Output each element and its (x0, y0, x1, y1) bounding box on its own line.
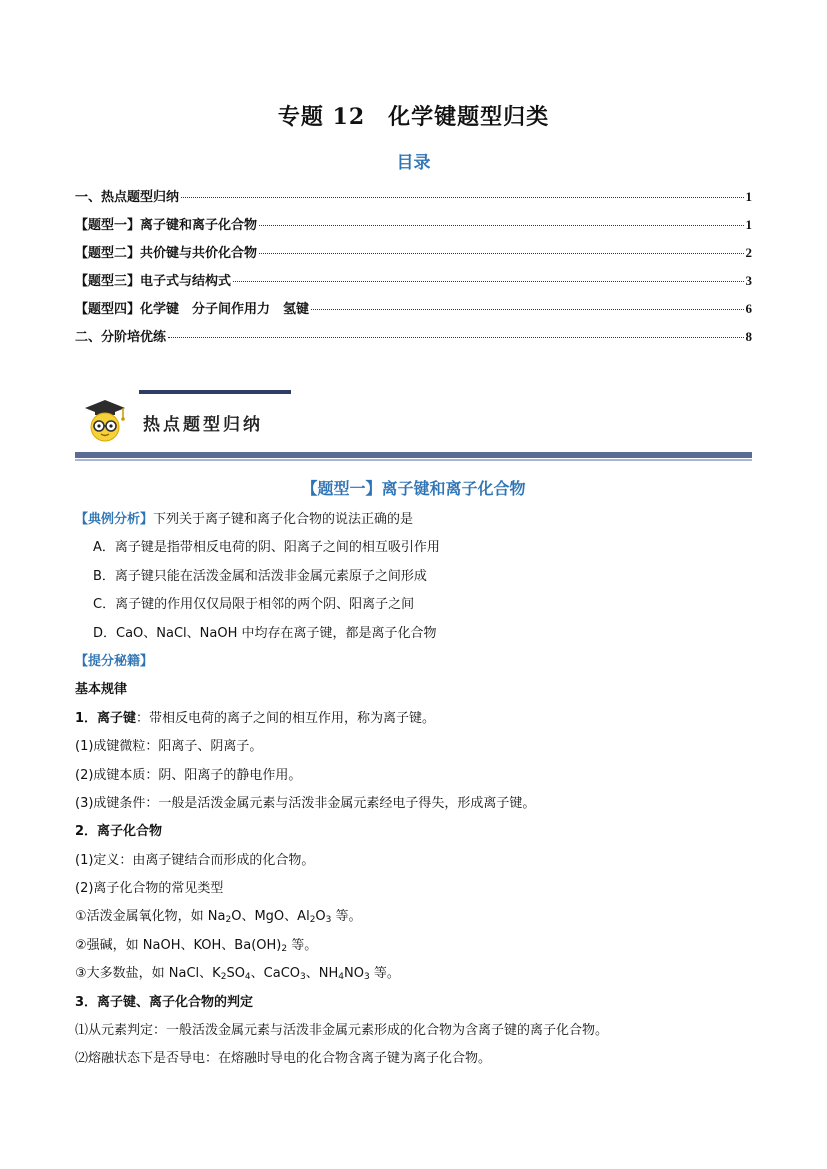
toc-leader (259, 225, 743, 226)
example-question (75, 510, 765, 538)
toc-entry-label: 【题型二】共价键与共价化合物 (75, 246, 258, 261)
section-banner (75, 390, 752, 464)
option-b: B．离子键只能在活泼金属和活泼非金属元素原子之间形成 (93, 568, 427, 584)
option-d: D．CaO、NaCl、NaOH 中均存在离子键，都是离子化合物 (93, 625, 437, 641)
salts-line: ③大多数盐，如 NaCl、$K_2SO_4$、CaCO$_3$、$NH_4NO_3$ 等。 (75, 966, 400, 983)
toc-heading: 目录 (396, 153, 431, 173)
point-3-head: 3．离子键、离子化合物的判定 (75, 994, 254, 1010)
toc-entry-label: 【题型三】电子式与结构式 (75, 274, 232, 289)
banner-top-rule (139, 390, 291, 394)
point-2-types: (2)离子化合物的常见类型 (75, 881, 224, 897)
section-body (75, 510, 765, 1078)
toc-entry-page: 1 (745, 189, 752, 204)
scholar-mascot-icon (81, 396, 129, 444)
toc-entry[interactable] (75, 242, 752, 270)
toc-entry-page: 2 (745, 245, 752, 260)
toc-entry-page: 1 (745, 217, 752, 232)
point-1-item: (2)成键本质：阴、阳离子的静电作用。 (75, 767, 302, 783)
point-2-head: 2．离子化合物 (75, 824, 163, 840)
toc-leader (311, 309, 743, 310)
toc-entry[interactable] (75, 186, 752, 214)
option-c: C．离子键的作用仅仅局限于相邻的两个阴、阳离子之间 (93, 597, 415, 613)
point-1-item: (3)成键条件：一般是活泼金属元素与活泼非金属元素经电子得失，形成离子键。 (75, 795, 536, 811)
toc-entry-label: 【题型一】离子键和离子化合物 (75, 218, 258, 233)
point-3-item: ⑵熔融状态下是否导电：在熔融时导电的化合物含离子键为离子化合物。 (75, 1051, 492, 1067)
point-1 (75, 709, 765, 737)
option-a: A．离子键是指带相反电荷的阴、阳离子之间的相互吸引作用 (93, 540, 440, 556)
point-1-text: ：带相反电荷的离子之间的相互作用，称为离子键。 (136, 710, 436, 726)
toc-entry[interactable] (75, 298, 752, 326)
toc-leader (181, 197, 743, 198)
point-3-item: ⑴从元素判定：一般活泼金属元素与活泼非金属元素形成的化合物为含离子键的离子化合物。 (75, 1023, 609, 1039)
bases-line: ②强碱，如 NaOH、KOH、$Ba(OH)_2$ 等。 (75, 937, 318, 954)
toc-entry-page: 3 (745, 273, 752, 288)
point-2-definition: (1)定义：由离子键结合而形成的化合物。 (75, 852, 315, 868)
point-1-item: (1)成键微粒：阳离子、阴离子。 (75, 739, 263, 755)
toc-leader (168, 337, 743, 338)
tips-tag: 【提分秘籍】 (75, 653, 154, 669)
basic-rules-heading: 基本规律 (75, 682, 128, 698)
point-1-head: 1．离子键 (75, 710, 137, 726)
toc-entry-label: 二、分阶培优练 (75, 330, 167, 345)
table-of-contents (75, 186, 752, 354)
section-heading: 【题型一】离子键和离子化合物 (301, 479, 526, 498)
banner-text: 热点题型归纳 (143, 415, 263, 435)
example-question-text: 下列关于离子键和离子化合物的说法正确的是 (153, 512, 414, 527)
toc-entry[interactable] (75, 270, 752, 298)
toc-entry[interactable] (75, 214, 752, 242)
toc-entry-label: 一、热点题型归纳 (75, 190, 180, 205)
toc-entry-page: 6 (745, 301, 752, 316)
example-tag: 【典例分析】 (75, 512, 154, 527)
toc-entry-label: 【题型四】化学键 分子间作用力 氢键 (75, 302, 310, 317)
toc-leader (259, 253, 743, 254)
toc-entry[interactable] (75, 326, 752, 354)
oxides-line: ①活泼金属氧化物，如 $Na_2O$、MgO、$Al_2O_3$ 等。 (75, 909, 362, 926)
banner-bottom-rule-thin (75, 459, 752, 461)
banner-bottom-rule (75, 452, 752, 458)
toc-leader (233, 281, 743, 282)
toc-entry-page: 8 (745, 329, 752, 344)
document-title: 专题 12 化学键题型归类 (277, 104, 550, 130)
